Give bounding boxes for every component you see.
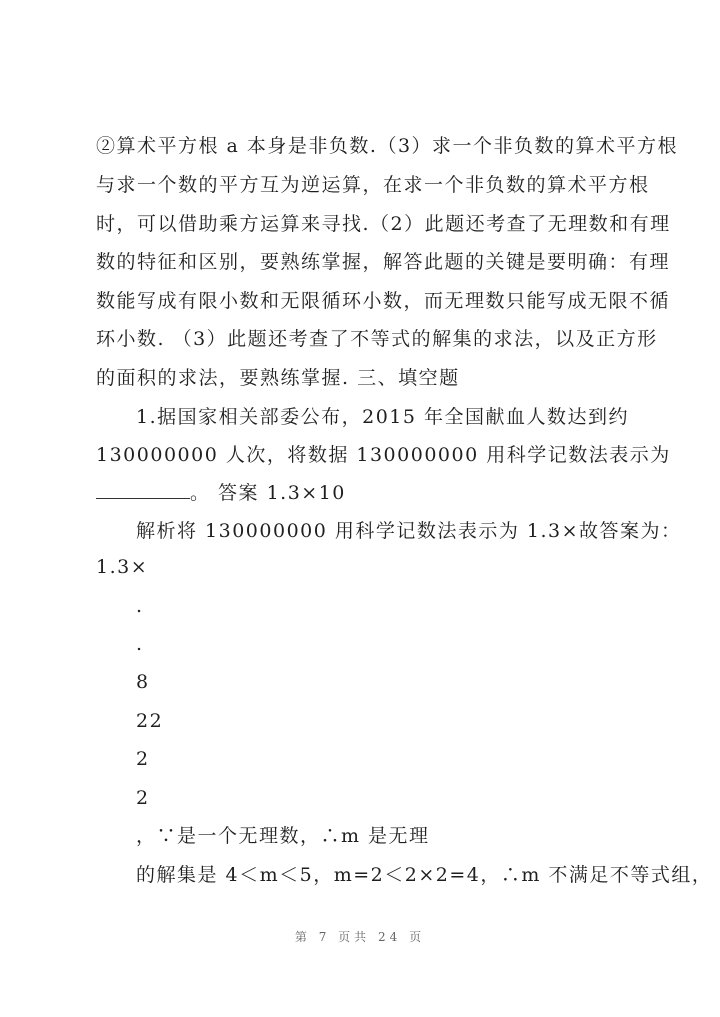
answer-line <box>96 481 346 505</box>
text-line: ②算术平方根 a 本身是非负数.（3）求一个非负数的算术平方根 <box>96 135 679 157</box>
text-line: 的解集是 4＜m＜5，m=2＜2×2=4，∴m 不满足不等式组， <box>136 864 713 886</box>
text-line: 数的特征和区别，要熟练掌握，解答此题的关键是要明确：有理 <box>96 251 671 273</box>
answer-blank <box>96 482 190 499</box>
formula-fragment: 22 <box>136 710 164 732</box>
text-line: 与求一个数的平方互为逆运算，在求一个非负数的算术平方根 <box>96 174 650 196</box>
text-line: 时，可以借助乘方运算来寻找.（2）此题还考查了无理数和有理 <box>96 213 671 235</box>
formula-fragment: . <box>136 595 144 617</box>
text-line: 数能写成有限小数和无限循环小数，而无理数只能写成无限不循 <box>96 290 671 312</box>
formula-fragment: 2 <box>136 748 150 770</box>
text-line: ，∵是一个无理数，∴m 是无理 <box>136 825 430 847</box>
question-text: 130000000 人次，将数据 130000000 用科学记数法表示为 <box>96 444 671 466</box>
explanation-text: 解析将 130000000 用科学记数法表示为 1.3×故答案为： <box>136 520 682 542</box>
text-line: 环小数. （3）此题还考查了不等式的解集的求法，以及正方形 <box>96 328 658 350</box>
explanation-text: 1.3× <box>96 556 149 578</box>
question-text: 1.据国家相关部委公布，2015 年全国献血人数达到约 <box>136 406 630 428</box>
text-line: 的面积的求法，要熟练掌握. 三、填空题 <box>96 367 460 389</box>
formula-fragment: 2 <box>136 787 150 809</box>
page-number-footer: 第 7 页共 24 页 <box>294 930 426 944</box>
formula-fragment: . <box>136 633 144 655</box>
answer-text: 。 答案 1.3×10 <box>190 482 346 504</box>
formula-fragment: 8 <box>136 671 150 693</box>
